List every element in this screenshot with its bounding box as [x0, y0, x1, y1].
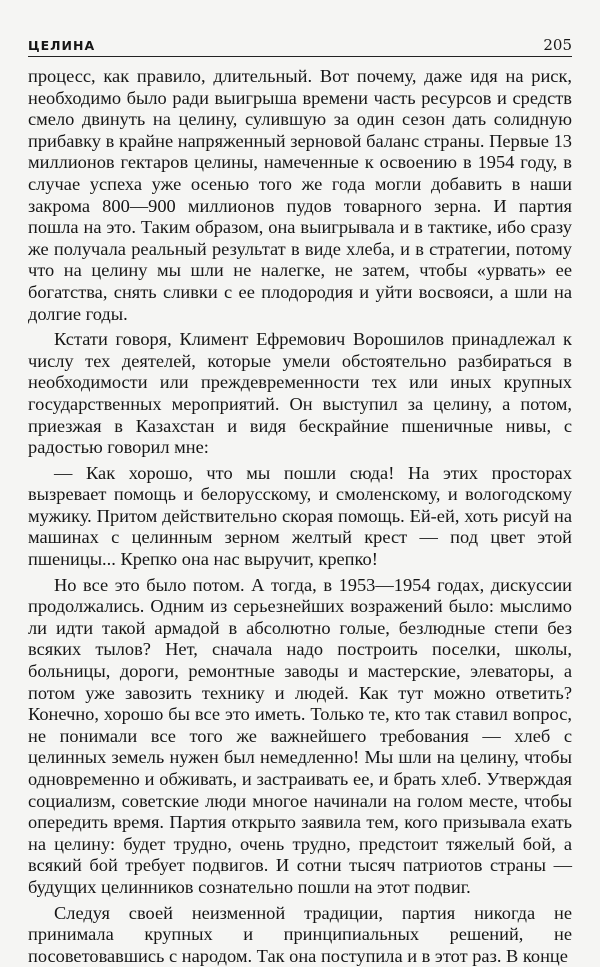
paragraph-tradition: Следуя своей неизменной традиции, партия никогда не принимала крупных и принципиальных решений, не посоветовавшись с народом. Так она поступила и в этот раз. В конце: [28, 902, 572, 966]
paragraph-discussion: Но все это было потом. А тогда, в 1953—1954 годах, дискуссии продолжались. Одним из серьезнейших возражений было: мыслимо ли идти такой армадой в абсолютно голые, безлюдные степи без всяких тылов? Нет, сначала надо построить поселки, школы, больницы, дороги, ремонтные заводы и мастерские, элеваторы, а потом уже завозить технику и людей. Как тут можно ответить? Конечно, хорошо бы все это иметь. Только те, кто так ставил вопрос, не понимали все того же важнейшего требования — хлеб с целинных земель нужен был немедленно! Мы шли на целину, чтобы одновременно и обживать, и застраивать ее, и брать хлеб. Утверждая социализм, советские люди многое начинали на голом месте, чтобы опередить время. Партия открыто заявила тем, кого призывала ехать на целину: будет трудно, очень трудно, предстоит тяжелый бой, а всякий бой требует подвигов. И сотни тысяч патриотов страны — будущих целинников сознательно пошли на этот подвиг.: [28, 574, 572, 897]
section-title: ЦЕЛИНА: [28, 38, 96, 53]
book-page: [28, 36, 572, 967]
paragraph-quote: — Как хорошо, что мы пошли сюда! На этих просторах вызревает помощь и белорусскому, и смоленскому, и вологодскому мужику. Притом действительно скорая помощь. Ей-ей, хоть рисуй на машинах с целинным зерном желтый крест — под цвет этой пшеницы... Крепко она нас выручит, крепко!: [28, 462, 572, 570]
running-header: [28, 36, 572, 57]
page-number: 205: [543, 36, 572, 54]
body-text: [28, 66, 572, 967]
paragraph-voroshilov: Кстати говоря, Климент Ефремович Ворошилов принадлежал к числу тех деятелей, которые умели обстоятельно разбираться в необходимости или преждевременности тех или иных крупных государственных мероприятий. Он выступил за целину, а потом, приезжая в Казахстан и видя бескрайние пшеничные нивы, с радостью говорил мне:: [28, 329, 572, 458]
paragraph-continued: процесс, как правило, длительный. Вот почему, даже идя на риск, необходимо было ради выигрыша времени часть ресурсов и средств смело двинуть на целину, сулившую за один сезон дать солидную прибавку в крайне напряженный зерновой баланс страны. Первые 13 миллионов гектаров целины, намеченные к освоению в 1954 году, в случае успеха уже осенью того же года могли добавить в наши закрома 800—900 миллионов пудов товарного зерна. И партия пошла на это. Таким образом, она выигрывала и в тактике, ибо сразу же получала реальный результат в виде хлеба, и в стратегии, потому что на целину мы шли не налегке, не затем, чтобы «урвать» ее богатства, снять сливки с ее плодородия и уйти восвояси, а шли на долгие годы.: [28, 66, 572, 324]
